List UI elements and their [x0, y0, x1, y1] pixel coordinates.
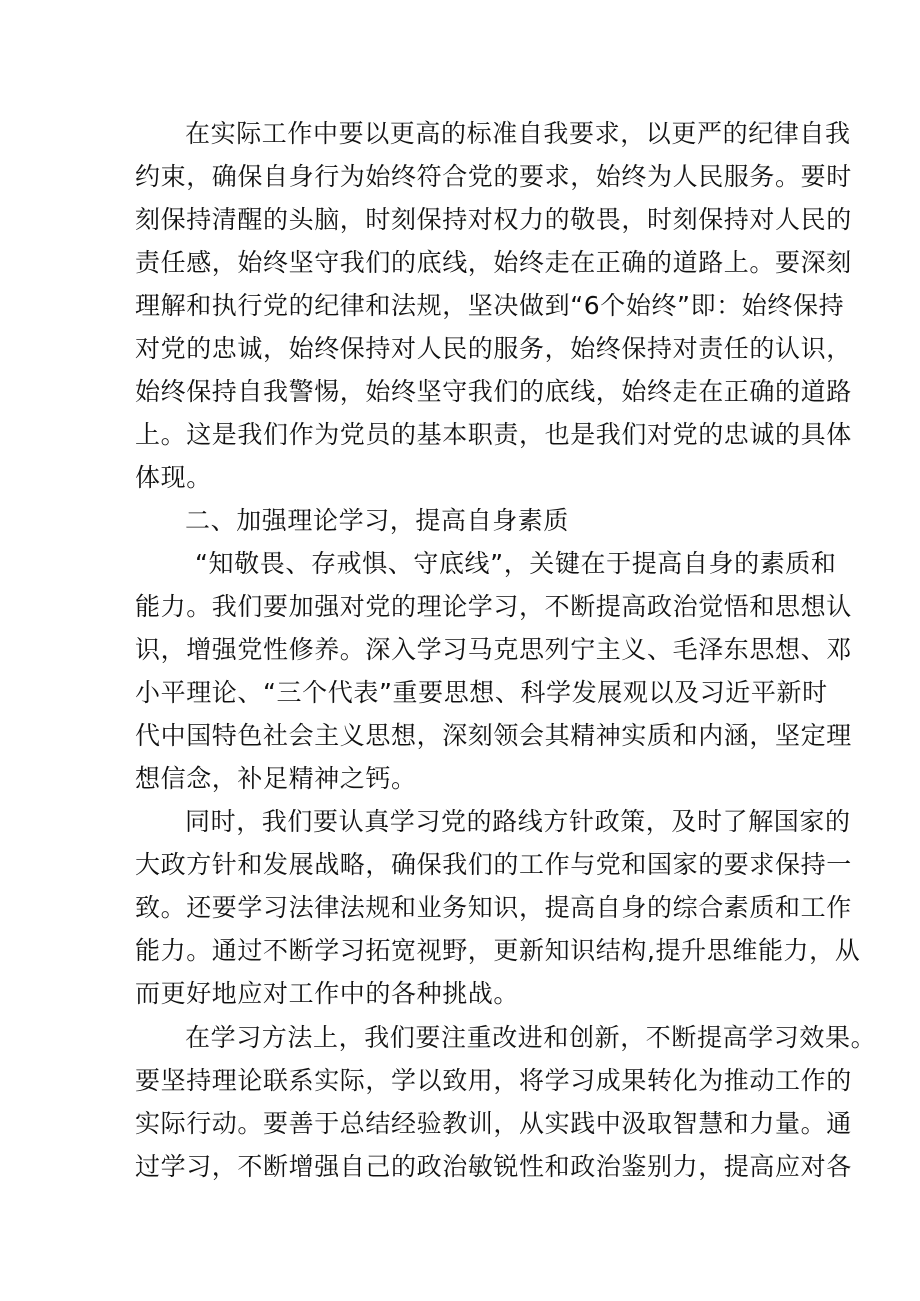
text-line: 能力。我们要加强对党的理论学习，不断提高政治觉悟和思想认	[135, 592, 852, 621]
section-heading: 二、加强理论学习，提高自身素质	[185, 506, 570, 535]
text-line: 能力。通过不断学习拓宽视野，更新知识结构,提升思维能力，从	[135, 936, 861, 965]
text-line: 过学习，不断增强自己的政治敏锐性和政治鉴别力，提高应对各	[135, 1152, 852, 1181]
text-line: 实际行动。要善于总结经验教训，从实践中汲取智慧和力量。通	[135, 1109, 852, 1138]
text-line: 想信念，补足精神之钙。	[135, 764, 417, 793]
text-line: 而更好地应对工作中的各种挑战。	[135, 979, 520, 1008]
text-line: 致。还要学习法律法规和业务知识，提高自身的综合素质和工作	[135, 893, 852, 922]
text-line: “知敬畏、存戒惧、守底线”，关键在于提高自身的素质和	[195, 549, 837, 578]
text-line: 要坚持理论联系实际，学以致用，将学习成果转化为推动工作的	[135, 1066, 852, 1095]
text-line: 大政方针和发展战略，确保我们的工作与党和国家的要求保持一	[135, 850, 852, 879]
text-line: 在实际工作中要以更高的标准自我要求，以更严的纪律自我	[185, 119, 851, 148]
text-line: 刻保持清醒的头脑，时刻保持对权力的敬畏，时刻保持对人民的	[135, 205, 852, 234]
text-line: 理解和执行党的纪律和法规，坚决做到“6个始终”即：始终保持	[135, 291, 845, 320]
text-line: 对党的忠诚，始终保持对人民的服务，始终保持对责任的认识，	[135, 334, 852, 363]
text-line: 同时，我们要认真学习党的路线方针政策，及时了解国家的	[185, 807, 851, 836]
text-line: 小平理论、“三个代表”重要思想、科学发展观以及习近平新时	[135, 678, 828, 707]
text-line: 始终保持自我警惕，始终坚守我们的底线，始终走在正确的道路	[135, 377, 852, 406]
text-line: 识，增强党性修养。深入学习马克思列宁主义、毛泽东思想、邓	[135, 635, 852, 664]
text-line: 责任感，始终坚守我们的底线，始终走在正确的道路上。要深刻	[135, 248, 852, 277]
text-line: 体现。	[135, 463, 212, 492]
text-line: 上。这是我们作为党员的基本职责，也是我们对党的忠诚的具体	[135, 420, 852, 449]
text-line: 代中国特色社会主义思想，深刻领会其精神实质和内涵，坚定理	[135, 721, 852, 750]
text-line: 在学习方法上，我们要注重改进和创新，不断提高学习效果。	[185, 1023, 877, 1052]
text-line: 约束，确保自身行为始终符合党的要求，始终为人民服务。要时	[135, 162, 852, 191]
